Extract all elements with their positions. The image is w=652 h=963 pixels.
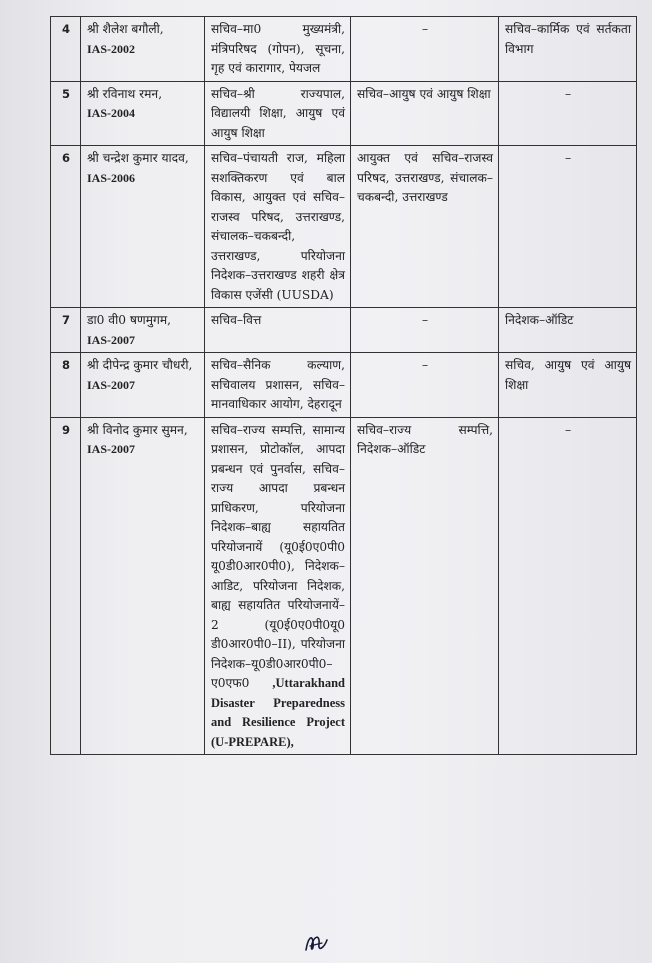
departments-cell: सचिव–मा0 मुख्यमंत्री, मंत्रिपरिषद (गोपन), सूचना, गृह एवं कारागार, पेयजल bbox=[205, 17, 351, 82]
table-row bbox=[51, 353, 637, 418]
serial-number: 9 bbox=[51, 417, 81, 755]
officer-name: श्री चन्द्रेश कुमार यादव, bbox=[87, 151, 189, 165]
officer-name: श्री शैलेश बगौली, bbox=[87, 22, 164, 36]
table-row bbox=[51, 81, 637, 146]
officer-name-cell bbox=[81, 81, 205, 146]
officer-name: श्री विनोद कुमार सुमन, bbox=[87, 422, 188, 437]
serial-number: 7 bbox=[51, 308, 81, 353]
dash-text: – bbox=[564, 422, 572, 437]
additional-charge-cell bbox=[351, 17, 499, 82]
dash-text: – bbox=[421, 358, 429, 372]
officer-name: डा0 वी0 षणमुगम, bbox=[87, 313, 172, 327]
departments-cell: सचिव–सैनिक कल्याण, सचिवालय प्रशासन, सचिव–मानवाधिकार आयोग, देहरादून bbox=[205, 353, 351, 418]
officer-allocation-table bbox=[50, 16, 637, 755]
departments-cell: सचिव–श्री राज्यपाल, विद्यालयी शिक्षा, आयुष एवं आयुष शिक्षा bbox=[205, 81, 351, 146]
officer-name-cell bbox=[81, 146, 205, 308]
extra-charge-cell bbox=[499, 417, 637, 755]
dash-text: – bbox=[564, 86, 572, 101]
extra-charge-cell: निदेशक–ऑडिट bbox=[499, 308, 637, 353]
departments-english-text: ,Uttarakhand Disaster Preparedness and Resilience Project (U-PREPARE), bbox=[211, 676, 345, 749]
extra-charge-cell bbox=[499, 81, 637, 146]
table-row bbox=[51, 17, 637, 82]
departments-cell bbox=[205, 417, 351, 755]
table-row bbox=[51, 146, 637, 308]
initials-signature bbox=[300, 928, 334, 956]
officer-batch: IAS-2007 bbox=[87, 442, 136, 456]
departments-cell: सचिव–पंचायती राज, महिला सशक्तिकरण एवं बाल विकास, आयुक्त एवं सचिव–राजस्व परिषद, उत्तराखण्ड, संचालक–चकबन्दी, उत्तराखण्ड, परियोजना निदेशक–उत्तराखण्ड शहरी क्षेत्र विकास एजेंसी (UUSDA) bbox=[205, 146, 351, 308]
dash-text: – bbox=[421, 313, 429, 327]
officer-name: श्री रविनाथ रमन, bbox=[87, 86, 163, 101]
officer-name-cell bbox=[81, 353, 205, 418]
officer-name: श्री दीपेन्द्र कुमार चौधरी, bbox=[87, 358, 193, 372]
officer-batch: IAS-2007 bbox=[87, 332, 136, 347]
table-row bbox=[51, 417, 637, 755]
dash-text: – bbox=[564, 151, 572, 165]
officer-name-cell bbox=[81, 308, 205, 353]
extra-charge-cell: सचिव–कार्मिक एवं सर्तकता विभाग bbox=[499, 17, 637, 82]
departments-cell: सचिव–वित्त bbox=[205, 308, 351, 353]
officer-batch: IAS-2004 bbox=[87, 106, 136, 120]
officer-name-cell bbox=[81, 17, 205, 82]
additional-charge-cell: सचिव–आयुष एवं आयुष शिक्षा bbox=[351, 81, 499, 146]
table-row bbox=[51, 308, 637, 353]
additional-charge-cell: सचिव–राज्य सम्पत्ति, निदेशक–ऑडिट bbox=[351, 417, 499, 755]
serial-number: 6 bbox=[51, 146, 81, 308]
additional-charge-cell bbox=[351, 308, 499, 353]
extra-charge-cell bbox=[499, 146, 637, 308]
serial-number: 8 bbox=[51, 353, 81, 418]
dash-text: – bbox=[421, 22, 429, 36]
serial-number: 4 bbox=[51, 17, 81, 82]
additional-charge-cell: आयुक्त एवं सचिव–राजस्व परिषद, उत्तराखण्ड, संचालक–चकबन्दी, उत्तराखण्ड bbox=[351, 146, 499, 308]
officer-name-cell bbox=[81, 417, 205, 755]
serial-number: 5 bbox=[51, 81, 81, 146]
officer-batch: IAS-2006 bbox=[87, 170, 136, 185]
officer-batch: IAS-2002 bbox=[87, 41, 136, 56]
additional-charge-cell bbox=[351, 353, 499, 418]
officer-batch: IAS-2007 bbox=[87, 377, 136, 392]
extra-charge-cell: सचिव, आयुष एवं आयुष शिक्षा bbox=[499, 353, 637, 418]
departments-text: सचिव–राज्य सम्पत्ति, सामान्य प्रशासन, प्रोटोकॉल, आपदा प्रबन्धन एवं पुनर्वास, सचिव–राज्य आपदा प्रबन्धन प्राधिकरण, परियोजना निदेशक–बाह्य सहायतित परियोजनायें (यू0ई0ए0पी0 यू0डी0आर0पी0), निदेशक–आडिट, परियोजना निदेशक, बाह्य सहायतित परियोजनायें–2 (यू0ई0ए0पी0यू0 डी0आर0पी0–II), परियोजना निदेशक–यू0डी0आर0पी0–ए0एफ0 bbox=[211, 422, 345, 690]
